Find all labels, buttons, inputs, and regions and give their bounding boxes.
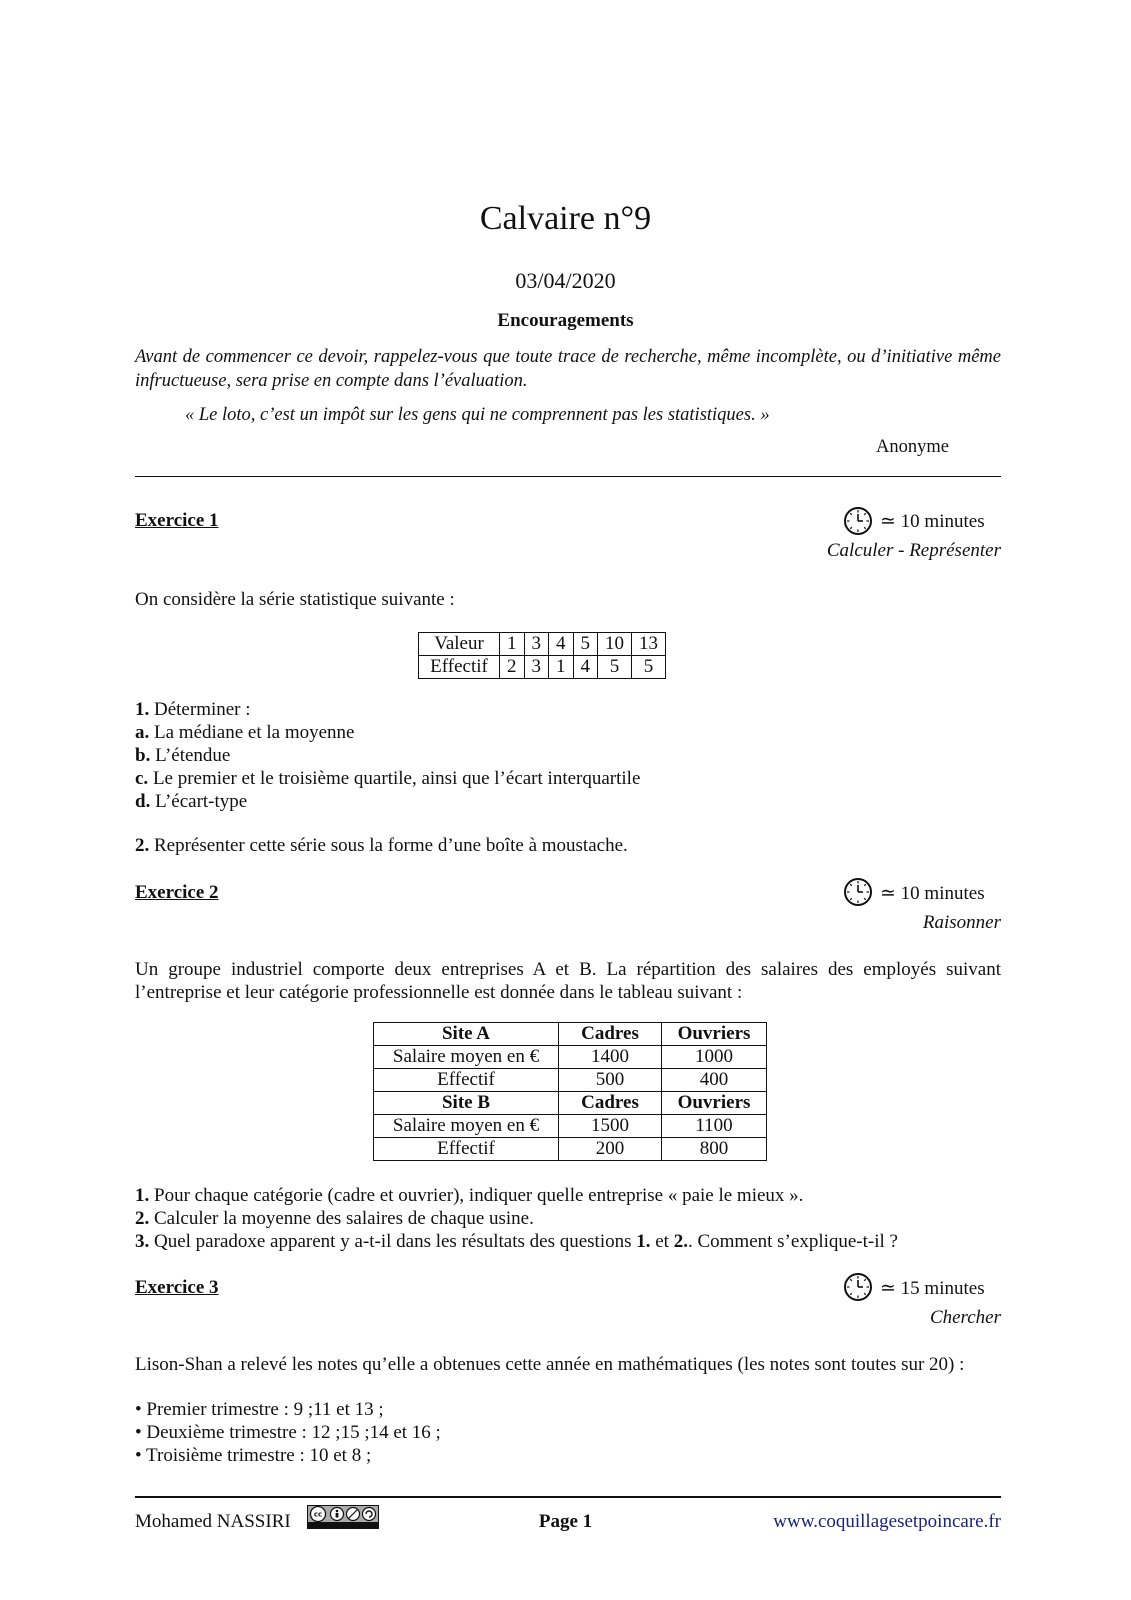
row-label: Effectif bbox=[374, 1138, 559, 1161]
item-letter: b. bbox=[135, 745, 151, 766]
question-number: 1. bbox=[135, 699, 150, 720]
row-label: Effectif bbox=[374, 1069, 559, 1092]
exercise-1-skill: Calculer - Représenter bbox=[826, 540, 1001, 561]
item-letter: a. bbox=[135, 722, 150, 743]
list-item: • Deuxième trimestre : 12 ;15 ;14 et 16 ; bbox=[135, 1422, 441, 1443]
encouragements-heading: Encouragements bbox=[497, 310, 634, 331]
question-2 bbox=[135, 1207, 898, 1230]
table-cell: 1400 bbox=[559, 1046, 662, 1069]
exercise-2-title: Exercice 2 bbox=[135, 882, 219, 903]
column-header: Cadres bbox=[559, 1092, 662, 1115]
table-cell: 13 bbox=[632, 633, 666, 656]
exercise-3-title: Exercice 3 bbox=[135, 1277, 219, 1298]
footer-author: Mohamed NASSIRI bbox=[135, 1511, 291, 1532]
grades-list bbox=[135, 1398, 441, 1467]
website-link[interactable]: www.coquillagesetpoincare.fr bbox=[773, 1511, 1001, 1532]
item-letter: c. bbox=[135, 768, 149, 789]
svg-text:cc: cc bbox=[313, 1510, 323, 1519]
table-cell: 4 bbox=[549, 633, 574, 656]
exercise-1-intro: On considère la série statistique suivante : bbox=[135, 589, 455, 610]
question-text: Calculer la moyenne des salaires de chaque usine. bbox=[154, 1208, 534, 1229]
quote-author: Anonyme bbox=[876, 437, 949, 457]
clock-icon bbox=[843, 506, 873, 536]
clock-icon bbox=[843, 877, 873, 907]
question-3 bbox=[135, 1230, 898, 1253]
column-header: Ouvriers bbox=[662, 1092, 767, 1115]
exercise-2-questions bbox=[135, 1184, 898, 1253]
question-1 bbox=[135, 698, 640, 721]
intro-paragraph: Avant de commencer ce devoir, rappelez-vous que toute trace de recherche, même incomplète, ou d’initiative même infructueuse, sera prise en compte dans l’évaluation. bbox=[135, 347, 1001, 391]
column-header: Cadres bbox=[559, 1023, 662, 1046]
table-cell: 4 bbox=[573, 656, 598, 679]
question-item bbox=[135, 790, 640, 813]
table-cell: 1000 bbox=[662, 1046, 767, 1069]
table-cell: 1100 bbox=[662, 1115, 767, 1138]
salary-table bbox=[373, 1022, 767, 1161]
exercise-3-duration: ≃ 15 minutes bbox=[880, 1278, 985, 1299]
row-label: Salaire moyen en € bbox=[374, 1046, 559, 1069]
table-row bbox=[419, 633, 666, 656]
question-number: 2. bbox=[135, 1208, 150, 1229]
page-number: Page 1 bbox=[538, 1511, 593, 1532]
header-divider bbox=[135, 476, 1001, 477]
exercise-2-skill: Raisonner bbox=[922, 912, 1001, 933]
site-a-header: Site A bbox=[374, 1023, 559, 1046]
table-cell: 400 bbox=[662, 1069, 767, 1092]
row-label: Salaire moyen en € bbox=[374, 1115, 559, 1138]
question-1 bbox=[135, 1184, 898, 1207]
question-item bbox=[135, 721, 640, 744]
exercise-1-questions bbox=[135, 698, 640, 813]
series-table bbox=[418, 632, 666, 679]
question-item bbox=[135, 767, 640, 790]
table-row bbox=[374, 1138, 767, 1161]
item-text: La médiane et la moyenne bbox=[154, 722, 355, 743]
footer-divider bbox=[135, 1496, 1001, 1498]
table-cell: 5 bbox=[632, 656, 666, 679]
table-row bbox=[419, 656, 666, 679]
table-cell: 3 bbox=[524, 656, 549, 679]
question-number: 3. bbox=[135, 1231, 150, 1252]
document-date: 03/04/2020 bbox=[515, 268, 616, 293]
question-number: 1. bbox=[135, 1185, 150, 1206]
table-cell: 3 bbox=[524, 633, 549, 656]
page-title: Calvaire n°9 bbox=[479, 200, 652, 237]
list-item: • Premier trimestre : 9 ;11 et 13 ; bbox=[135, 1399, 384, 1420]
question-text: Représenter cette série sous la forme d’une boîte à moustache. bbox=[154, 835, 628, 856]
item-letter: d. bbox=[135, 791, 151, 812]
question-reference: 1. bbox=[636, 1231, 651, 1252]
table-cell: 200 bbox=[559, 1138, 662, 1161]
table-row bbox=[374, 1115, 767, 1138]
table-row bbox=[374, 1046, 767, 1069]
exercise-1-duration: ≃ 10 minutes bbox=[880, 511, 985, 532]
table-row bbox=[374, 1092, 767, 1115]
exercise-3-intro: Lison-Shan a relevé les notes qu’elle a obtenues cette année en mathématiques (les notes sont toutes sur 20) : bbox=[135, 1354, 965, 1375]
table-cell: 10 bbox=[598, 633, 632, 656]
row-label: Effectif bbox=[419, 656, 500, 679]
site-b-header: Site B bbox=[374, 1092, 559, 1115]
table-row bbox=[374, 1023, 767, 1046]
question-item bbox=[135, 744, 640, 767]
exercise-2-duration: ≃ 10 minutes bbox=[880, 883, 985, 904]
row-label: Valeur bbox=[419, 633, 500, 656]
table-cell: 1 bbox=[549, 656, 574, 679]
exercise-2-intro: Un groupe industriel comporte deux entreprises A et B. La répartition des salaires des employés suivant l’entreprise et leur catégorie professionnelle est donnée dans le tableau suivant : bbox=[135, 959, 1001, 1003]
item-text: L’étendue bbox=[155, 745, 231, 766]
item-text: Le premier et le troisième quartile, ainsi que l’écart interquartile bbox=[152, 768, 641, 789]
question-number: 2. bbox=[135, 835, 150, 856]
table-cell: 1500 bbox=[559, 1115, 662, 1138]
table-cell: 5 bbox=[573, 633, 598, 656]
table-row bbox=[374, 1069, 767, 1092]
question-text: Quel paradoxe apparent y a-t-il dans les résultats des questions bbox=[154, 1231, 632, 1252]
clock-icon bbox=[843, 1272, 873, 1302]
exercise-1-title: Exercice 1 bbox=[135, 510, 219, 531]
question-text: Déterminer : bbox=[154, 699, 251, 720]
list-item: • Troisième trimestre : 10 et 8 ; bbox=[135, 1445, 372, 1466]
table-cell: 2 bbox=[500, 656, 525, 679]
column-header: Ouvriers bbox=[662, 1023, 767, 1046]
question-reference: 2. bbox=[673, 1231, 688, 1252]
question-text: Pour chaque catégorie (cadre et ouvrier), indiquer quelle entreprise « paie le mieux ». bbox=[154, 1185, 804, 1206]
table-cell: 500 bbox=[559, 1069, 662, 1092]
item-text: L’écart-type bbox=[155, 791, 248, 812]
question-2 bbox=[135, 834, 628, 857]
quote: « Le loto, c’est un impôt sur les gens qui ne comprennent pas les statistiques. » bbox=[185, 405, 770, 425]
table-cell: 1 bbox=[500, 633, 525, 656]
exercise-3-skill: Chercher bbox=[929, 1307, 1001, 1328]
question-text: . Comment s’explique-t-il ? bbox=[687, 1231, 898, 1252]
conjunction: et bbox=[655, 1231, 669, 1252]
table-cell: 800 bbox=[662, 1138, 767, 1161]
table-cell: 5 bbox=[598, 656, 632, 679]
